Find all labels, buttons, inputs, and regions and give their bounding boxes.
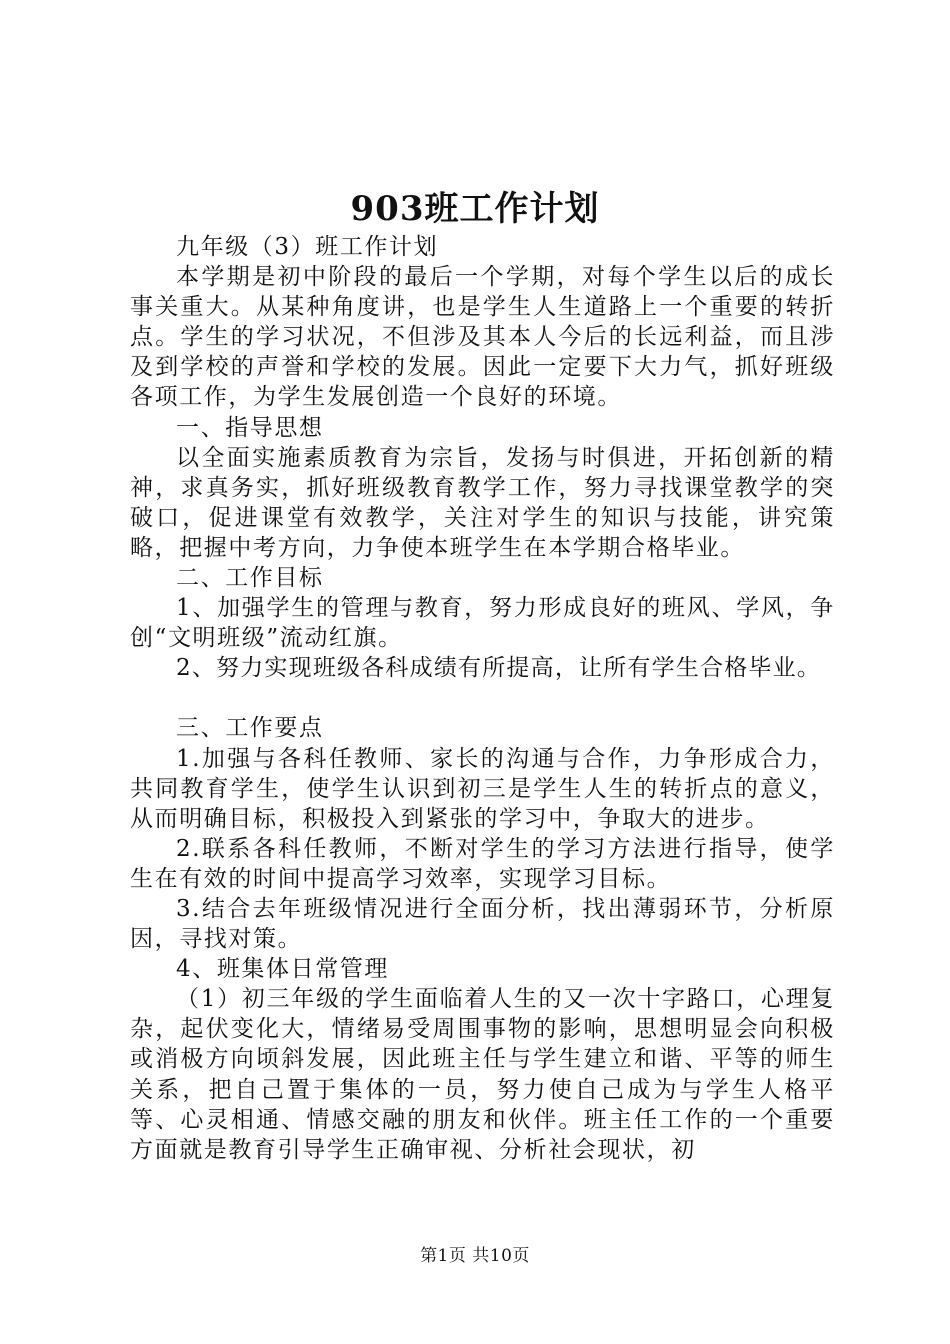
work-point-item-1: 1.加强与各科任教师、家长的沟通与合作，力争形成合力，共同教育学生，使学生认识到初三是学生人生的转折点的意义，从而明确目标，积极投入到紧张的学习中，争取大的进步。	[130, 745, 835, 832]
work-point-item-3: 3.结合去年班级情况进行全面分析，找出薄弱环节，分析原因，寻找对策。	[130, 895, 835, 953]
daily-management-paragraph-1: （1）初三年级的学生面临着人生的又一次十字路口，心理复杂，起伏变化大，情绪易受周围事物的影响，思想明显会向积极或消极方向顷斜发展，因此班主任与学生建立和谐、平等的师生关系，把自己置于集体的一员，努力使自己成为与学生人格平等、心灵相通、情感交融的朋友和伙伴。班主任工作的一个重要方面就是教育引导学生正确审视、分析社会现状，初	[130, 986, 835, 1163]
document-body	[130, 232, 835, 1165]
subtitle-paragraph: 九年级（3）班工作计划	[176, 234, 439, 260]
work-point-item-2: 2.联系各科任教师，不断对学生的学习方法进行指导，使学生在有效的时间中提高学习效率，实现学习目标。	[130, 835, 835, 892]
section-heading-work-points: 三、工作要点	[176, 715, 324, 742]
section-heading-work-goals: 二、工作目标	[176, 565, 324, 592]
page-footer: 第1页 共10页	[420, 1246, 530, 1266]
paragraph-gap	[130, 683, 835, 713]
section-heading-daily-management: 4、班集体日常管理	[176, 956, 390, 983]
intro-paragraph: 本学期是初中阶段的最后一个学期，对每个学生以后的成长事关重大。从某种角度讲，也是学生人生道路上一个重要的转折点。学生的学习状况，不但涉及其本人今后的长远利益，而且涉及到学校的声誉和学校的发展。因此一定要下大力气，抓好班级各项工作，为学生发展创造一个良好的环境。	[130, 264, 835, 411]
work-goal-item-1: 1、加强学生的管理与教育，努力形成良好的班风、学风，争创“文明班级”流动红旗。	[130, 595, 835, 652]
document-title: 903班工作计划	[350, 189, 600, 229]
section-heading-guiding-thought: 一、指导思想	[176, 414, 324, 441]
work-goal-item-2: 2、努力实现班级各科成绩有所提高，让所有学生合格毕业。	[176, 655, 822, 682]
guiding-thought-paragraph: 以全面实施素质教育为宗旨，发扬与时俱进，开拓创新的精神，求真务实，抓好班级教育教学工作，努力寻找课堂教学的突破口，促进课堂有效教学，关注对学生的知识与技能，讲究策略，把握中考方向，力争使本班学生在本学期合格毕业。	[130, 444, 835, 561]
